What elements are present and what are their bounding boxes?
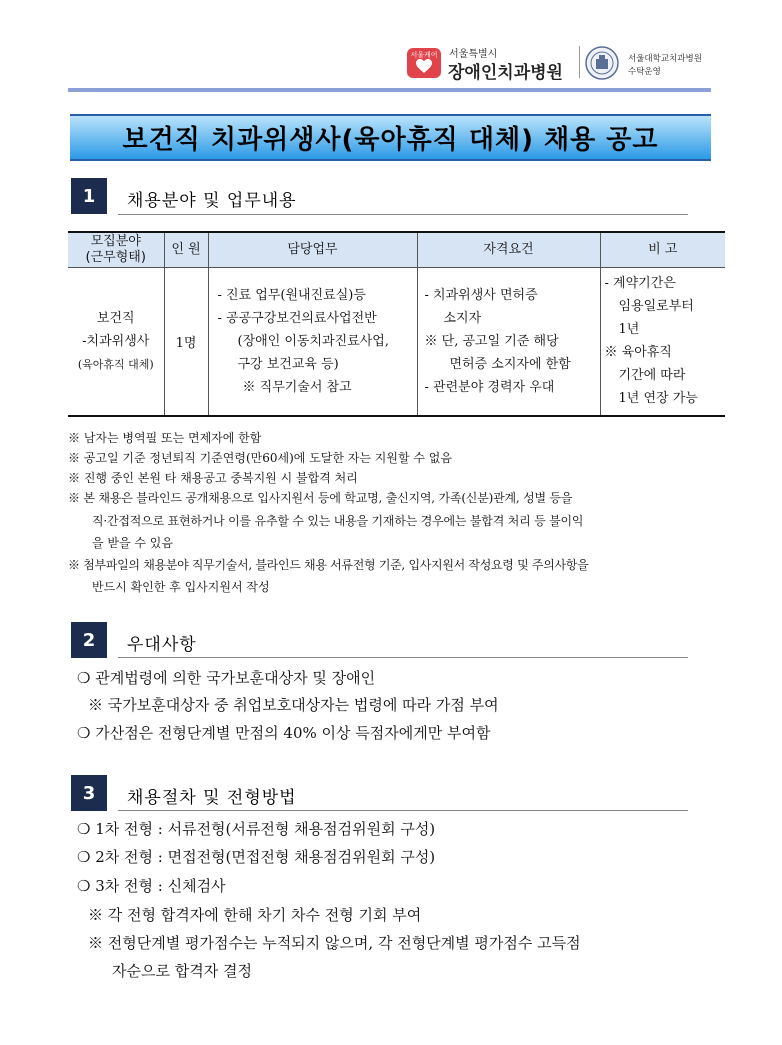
- remark-line: 임용일로부터: [618, 299, 694, 315]
- remark-line: ※ 육아휴직: [604, 345, 672, 361]
- header-remarks: 비 고: [600, 232, 725, 268]
- field-line1: 보건직: [96, 310, 135, 326]
- duty-line: ※ 직무기술서 참고: [242, 379, 352, 395]
- procedure-item: ※ 전형단계별 평가점수는 누적되지 않으며, 각 전형단계별 평가점수 고득점: [88, 934, 581, 952]
- note-item: ※ 첨부파일의 채용분야 직무기술서, 블라인드 채용 서류전형 기준, 입사지원서 작성요령 및 주의사항을: [68, 558, 589, 572]
- section-2-number: 2: [71, 622, 107, 658]
- qual-line: 소지자: [443, 310, 482, 326]
- preference-item: ❍ 관계법령에 의한 국가보훈대상자 및 장애인: [77, 669, 376, 687]
- section-1-number: 1: [71, 178, 107, 214]
- header-field: [68, 232, 164, 268]
- university-seal-icon: [585, 46, 619, 80]
- duty-line: - 진료 업무(원내진료실)등: [217, 287, 366, 303]
- procedure-item: ※ 각 전형 합격자에 한해 차기 차수 전형 기회 부여: [88, 906, 422, 924]
- heart-icon: [416, 59, 432, 74]
- remark-line: 기간에 따라: [618, 368, 686, 384]
- header-duty: 담당업무: [208, 232, 417, 268]
- seoul-care-logo: [407, 48, 441, 78]
- section-1-title: 채용분야 및 업무내용: [127, 191, 297, 211]
- qual-line: - 치과위생사 면허증: [424, 287, 538, 303]
- procedure-item: ❍ 1차 전형 : 서류전형(서류전형 채용점검위원회 구성): [77, 820, 436, 838]
- recruitment-table: [68, 231, 725, 417]
- university-name: 서울대학교치과병원: [628, 54, 702, 64]
- cell-field: [68, 268, 164, 416]
- section-3-title: 채용절차 및 전형방법: [127, 788, 297, 808]
- hospital-name: 장애인치과병원: [448, 63, 563, 83]
- header-field-line1: 모집분야: [90, 233, 141, 249]
- procedure-item: ❍ 2차 전형 : 면접전형(면접전형 채용점검위원회 구성): [77, 848, 436, 866]
- field-line3: (육아휴직 대체): [77, 357, 154, 371]
- header-count: 인 원: [164, 232, 208, 268]
- remark-line: 1년 연장 가능: [618, 391, 698, 407]
- note-item: 반드시 확인한 후 입사지원서 작성: [92, 580, 270, 594]
- note-item: ※ 남자는 병역필 또는 면제자에 한함: [68, 431, 262, 445]
- logo-tag: 서울케어: [410, 51, 438, 59]
- duty-line: 구강 보건교육 등): [237, 356, 339, 372]
- field-line2: -치과위생사: [82, 333, 150, 349]
- duty-line: - 공공구강보건의료사업전반: [217, 310, 377, 326]
- note-item: ※ 본 채용은 블라인드 공개채용으로 입사지원서 등에 학교명, 출신지역, 가족(신분)관계, 성별 등을: [68, 491, 573, 505]
- qual-line: ※ 단, 공고일 기준 해당: [424, 333, 559, 349]
- page-title: 보건직 치과위생사(육아휴직 대체) 채용 공고: [70, 114, 711, 161]
- note-item: 직·간접적으로 표현하거나 이를 유추할 수 있는 내용을 기재하는 경우에는 불합격 처리 등 불이익: [92, 514, 584, 528]
- remark-line: - 계약기간은: [604, 276, 676, 292]
- preference-item: ❍ 가산점은 전형단계별 만점의 40% 이상 득점자에게만 부여함: [77, 724, 491, 742]
- cell-qualification: [417, 268, 600, 416]
- header-rule: [68, 88, 711, 92]
- header-field-line2: (근무형태): [85, 250, 146, 265]
- section-2-title: 우대사항: [127, 635, 197, 655]
- section-3-number: 3: [71, 775, 107, 811]
- header-qualification: 자격요건: [417, 232, 600, 268]
- table-header-row: [68, 232, 725, 268]
- section-3-rule: [118, 810, 688, 811]
- note-item: ※ 공고일 기준 정년퇴직 기준연령(만60세)에 도달한 자는 지원할 수 없음: [68, 451, 452, 465]
- note-item: 을 받을 수 있음: [92, 536, 173, 550]
- table-row: [68, 268, 725, 416]
- header-divider: [579, 46, 580, 78]
- duty-line: (장애인 이동치과진료사업,: [237, 333, 389, 349]
- qual-line: - 관련분야 경력자 우대: [424, 379, 555, 395]
- operation-type: 수탁운영: [628, 67, 661, 77]
- cell-duty: [208, 268, 417, 416]
- section-1-rule: [118, 214, 688, 215]
- section-2-rule: [118, 657, 688, 658]
- cell-count: 1명: [164, 268, 208, 416]
- procedure-item: ❍ 3차 전형 : 신체검사: [77, 877, 226, 895]
- hospital-city: 서울특별시: [449, 49, 498, 60]
- procedure-item: 자순으로 합격자 결정: [112, 962, 252, 980]
- note-item: ※ 진행 중인 본원 타 채용공고 중복지원 시 불합격 처리: [68, 471, 358, 485]
- qual-line: 면허증 소지자에 한함: [449, 356, 571, 372]
- remark-line: 1년: [618, 322, 640, 338]
- cell-remarks: [600, 268, 725, 416]
- preference-item: ※ 국가보훈대상자 중 취업보호대상자는 법령에 따라 가점 부여: [88, 696, 499, 714]
